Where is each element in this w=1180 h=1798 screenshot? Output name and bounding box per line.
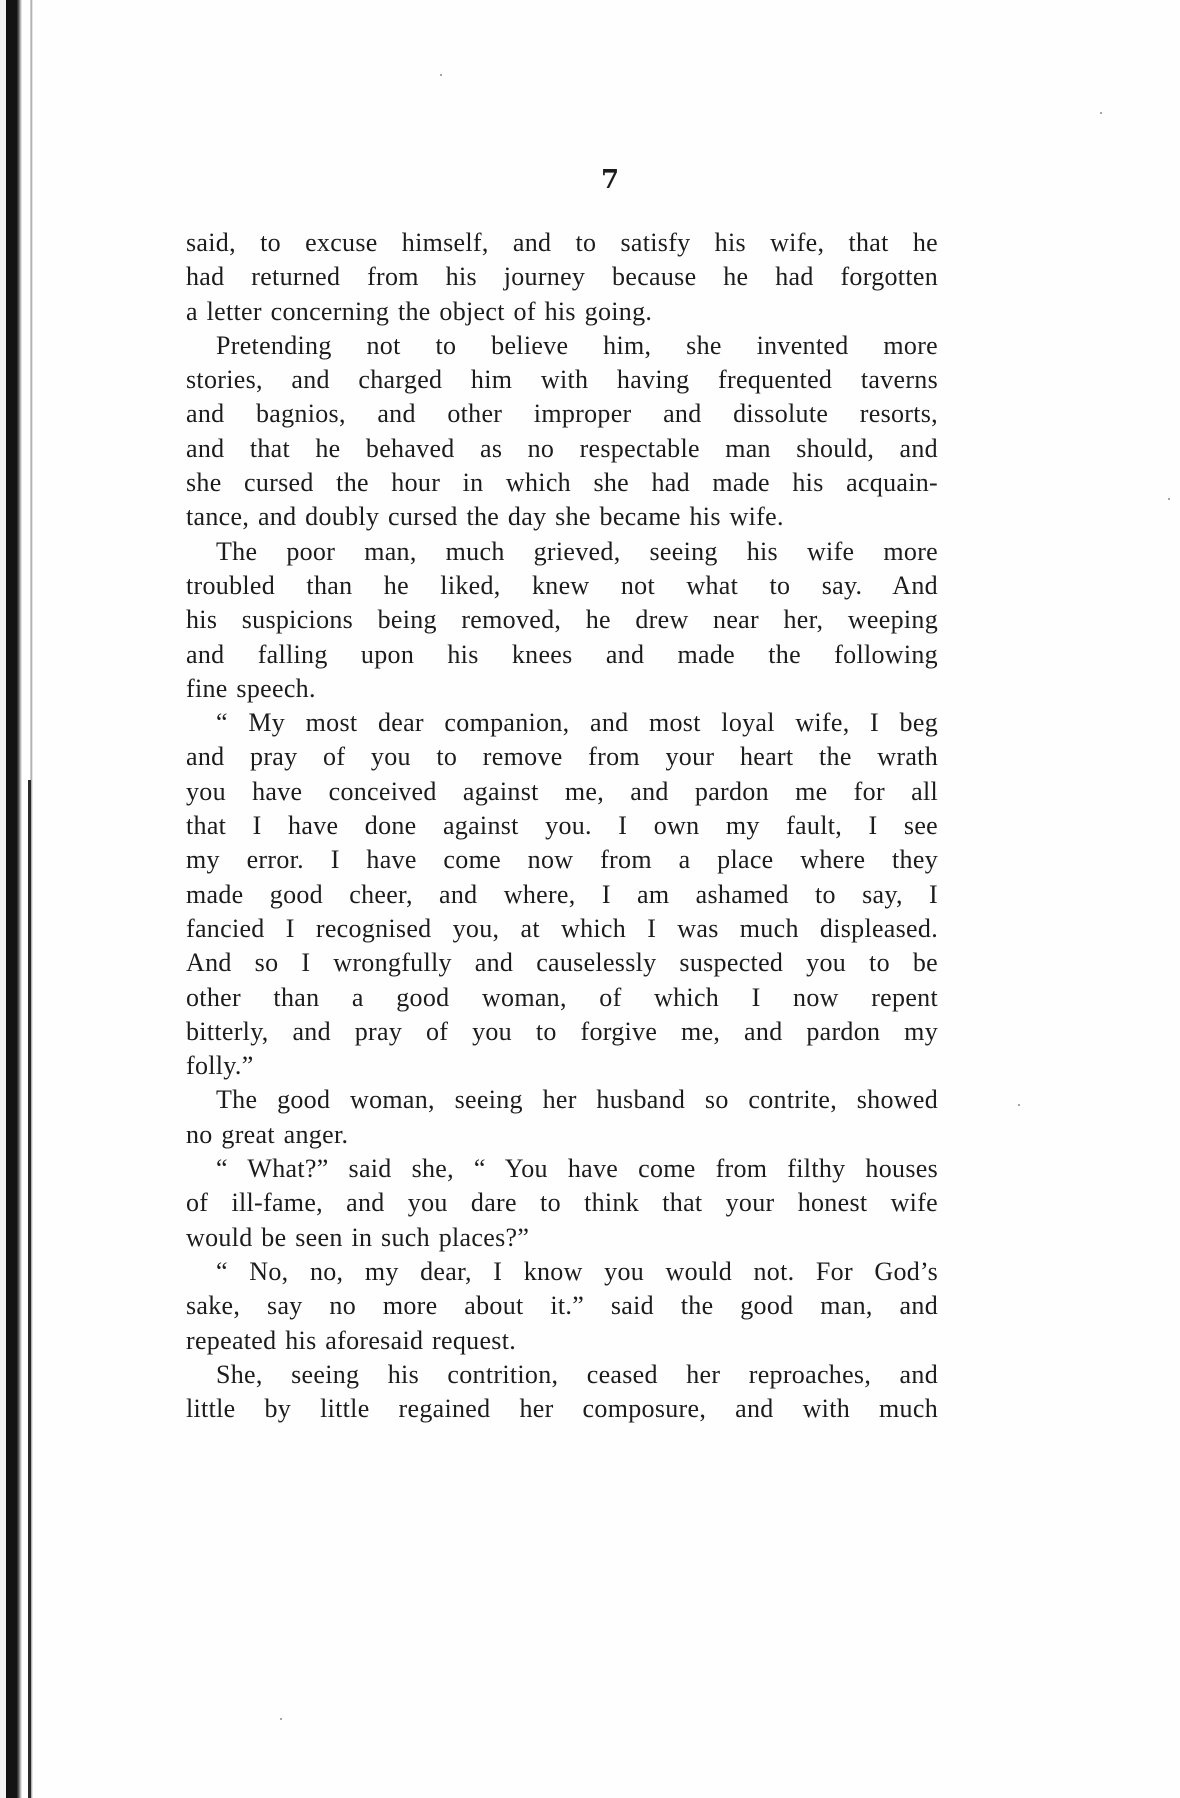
text-line: and bagnios, and other improper and dissolute resorts, (186, 399, 938, 429)
text-line: would be seen in such places?” (186, 1222, 530, 1252)
text-line: that I have done against you. I own my fault, I see (186, 811, 938, 841)
text-line: no great anger. (186, 1119, 349, 1149)
text-line: had returned from his journey because he had forgotten (186, 262, 938, 292)
text-line: She, seeing his contrition, ceased her reproaches, and (216, 1359, 938, 1389)
text-line: fancied I recognised you, at which I was much displeased. (186, 913, 938, 943)
text-line: repeated his aforesaid request. (186, 1325, 517, 1355)
body-text (186, 226, 938, 1426)
text-line: tance, and doubly cursed the day she became his wife. (186, 502, 784, 532)
text-line: bitterly, and pray of you to forgive me, and pardon my (186, 1016, 938, 1046)
text-line: my error. I have come now from a place where they (186, 845, 938, 875)
text-line: and pray of you to remove from your heart the wrath (186, 742, 938, 772)
text-line: said, to excuse himself, and to satisfy his wife, that he (186, 228, 938, 257)
scan-speck (280, 1718, 282, 1720)
text-line: The poor man, much grieved, seeing his wife more (216, 536, 938, 566)
text-line: “ No, no, my dear, I know you would not. For God’s (216, 1256, 938, 1286)
text-line: his suspicions being removed, he drew near her, weeping (186, 605, 938, 635)
scan-speck (440, 74, 442, 76)
text-line: And so I wrongfully and causelessly suspected you to be (186, 948, 938, 978)
text-line: sake, say no more about it.” said the good man, and (186, 1291, 938, 1321)
page-binding-edge (0, 0, 34, 1798)
text-line: little by little regained her composure, and with much (186, 1394, 938, 1424)
text-line: and falling upon his knees and made the following (186, 639, 938, 669)
scan-speck (1168, 498, 1170, 500)
text-line: a letter concerning the object of his going. (186, 296, 653, 326)
text-line: fine speech. (186, 673, 316, 703)
text-line: folly.” (186, 1051, 254, 1081)
text-line: stories, and charged him with having frequented taverns (186, 365, 938, 395)
spine-line (28, 780, 31, 1798)
text-line: troubled than he liked, knew not what to say. And (186, 570, 938, 600)
text-line: she cursed the hour in which she had made his acquain- (186, 468, 938, 498)
text-line: “ My most dear companion, and most loyal wife, I beg (216, 708, 938, 738)
text-line: and that he behaved as no respectable man should, and (186, 433, 938, 463)
text-line: “ What?” said she, “ You have come from filthy houses (216, 1154, 938, 1184)
text-line: Pretending not to believe him, she invented more (216, 330, 938, 360)
text-line: The good woman, seeing her husband so contrite, showed (216, 1085, 938, 1115)
scan-speck (1018, 1104, 1020, 1106)
text-line: other than a good woman, of which I now repent (186, 982, 938, 1012)
text-line: you have conceived against me, and pardon me for all (186, 776, 938, 806)
scan-speck (1100, 112, 1102, 114)
page-number: 7 (600, 165, 620, 195)
text-line: of ill-fame, and you dare to think that your honest wife (186, 1188, 938, 1218)
spine-shadow (7, 0, 17, 1798)
text-line: made good cheer, and where, I am ashamed to say, I (186, 879, 938, 909)
